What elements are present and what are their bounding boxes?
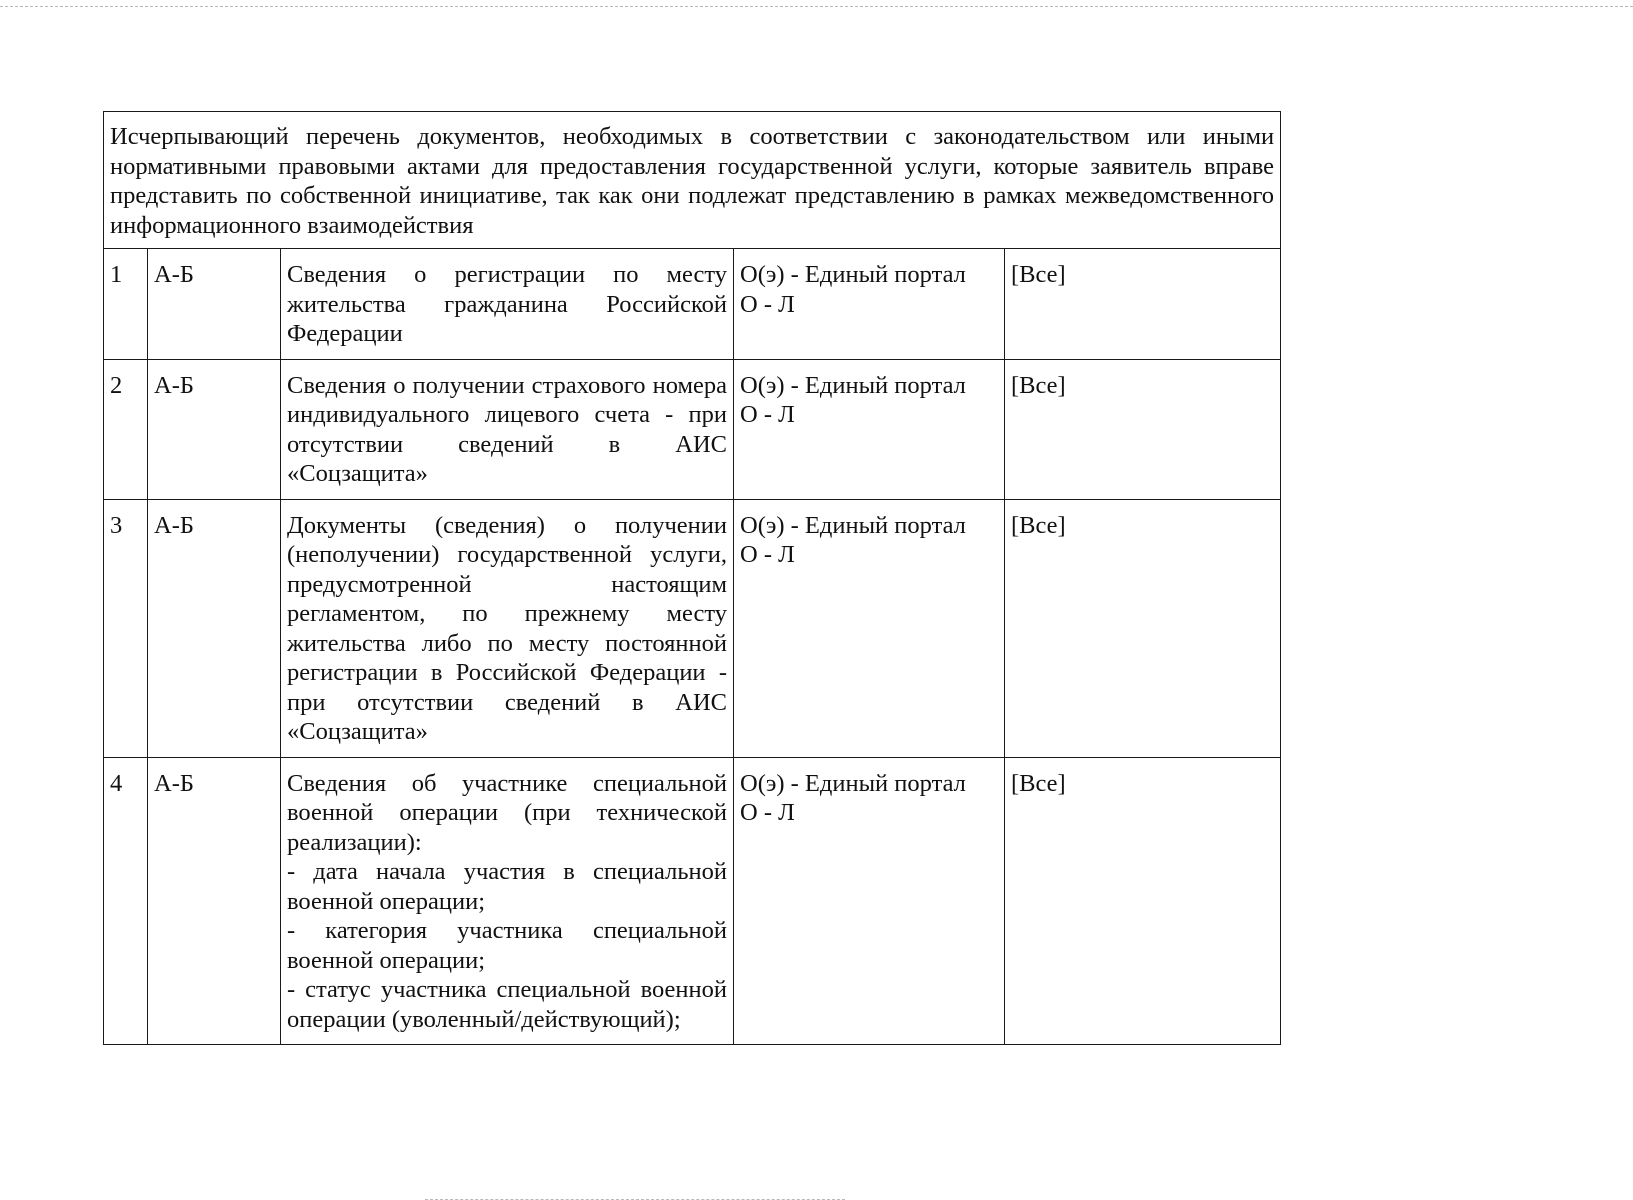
row-source-line: О - Л [740,290,795,318]
table-row [104,757,1281,1045]
row-source [734,249,1005,360]
row-source-line: О - Л [740,401,795,428]
row-code: А-Б [148,499,281,757]
row-description: Документы (сведения) о получении (неполучении) государственной услуги, предусмотренной настоящим регламентом, по прежнему месту жительства либо по месту постоянной регистрации в Российской Федерации - при отсутствии сведений в АИС «Соцзащита» [281,499,734,757]
documents-table [103,111,1281,1045]
row-source-line: О(э) - Единый портал [740,511,966,539]
row-number: 1 [104,249,148,360]
table-row [104,249,1281,360]
table-header: Исчерпывающий перечень документов, необходимых в соответствии с законодательством или иными нормативными правовыми актами для предоставления государственной услуги, которые заявитель вправе представить по собственной инициативе, так как они подлежат представлению в рамках межведомственного информационного взаимодействия [104,112,1281,249]
row-source-line: О(э) - Единый портал [740,769,966,797]
row-source-line: О(э) - Единый портал [740,371,966,399]
row-number: 3 [104,499,148,757]
table-row [104,499,1281,757]
row-applies: [Все] [1005,359,1281,499]
row-description: Сведения об участнике специальной военной операции (при технической реализации): - дата начала участия в специальной военной операции; - категория участника специальной военной операции; - статус участника специальной военной операции (уволенный/действующий); [281,757,734,1045]
row-source [734,499,1005,757]
row-description: Сведения о регистрации по месту жительства гражданина Российской Федерации [281,249,734,360]
row-applies: [Все] [1005,499,1281,757]
row-number: 2 [104,359,148,499]
row-code: А-Б [148,359,281,499]
row-source [734,757,1005,1045]
row-source-line: О - Л [740,799,795,826]
row-source-line: О(э) - Единый портал [740,261,966,288]
table-header-row [104,112,1281,249]
table-row [104,359,1281,499]
row-source-line: О - Л [740,541,795,568]
row-description: Сведения о получении страхового номера индивидуального лицевого счета - при отсутствии сведений в АИС «Соцзащита» [281,359,734,499]
row-code: А-Б [148,757,281,1045]
row-source [734,359,1005,499]
row-applies: [Все] [1005,757,1281,1045]
row-applies: [Все] [1005,249,1281,360]
row-number: 4 [104,757,148,1045]
row-code: А-Б [148,249,281,360]
scan-edge-top [0,6,1633,7]
